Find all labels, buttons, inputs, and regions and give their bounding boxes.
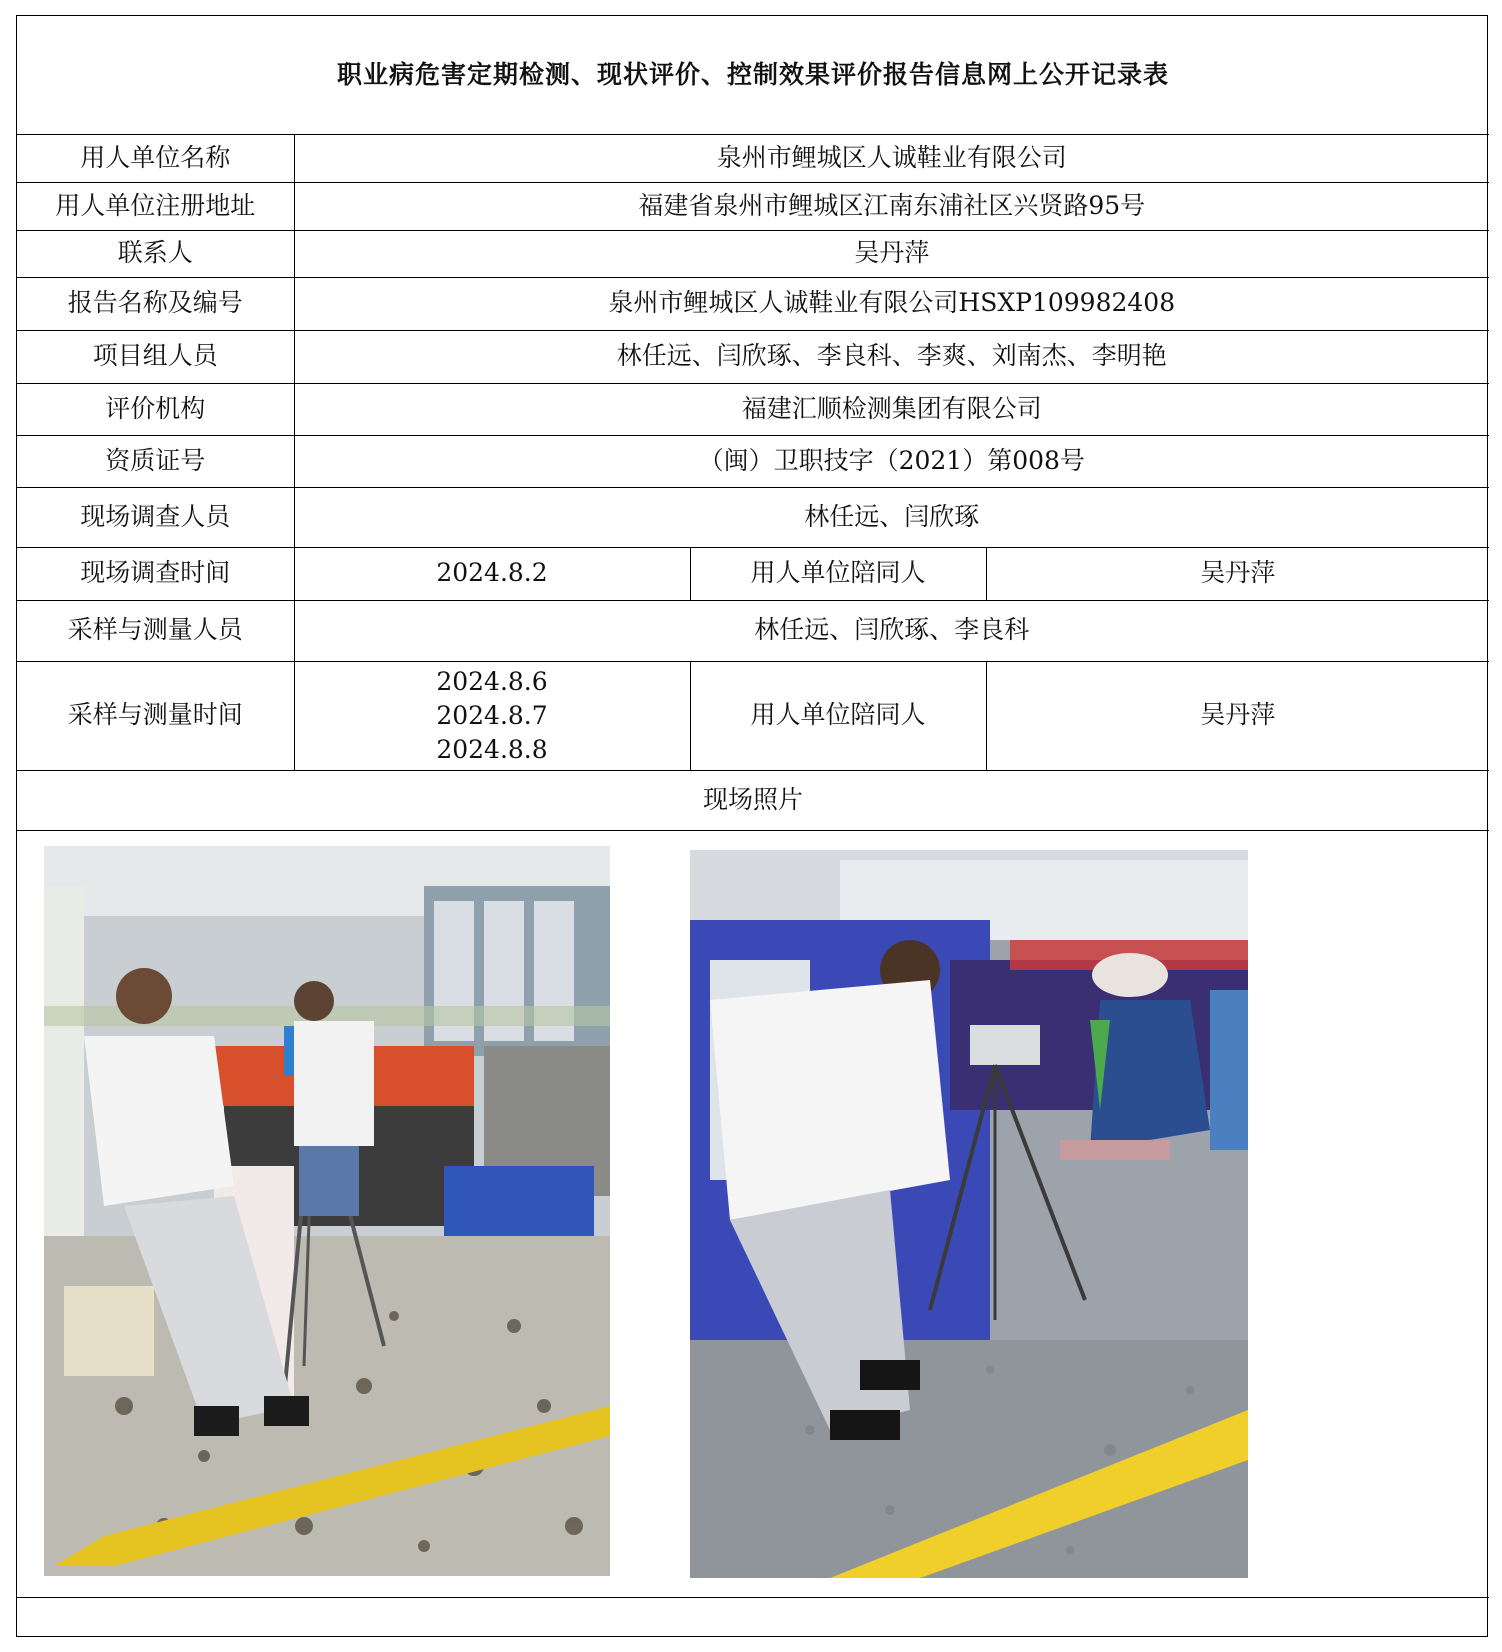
survey-escort-value: 吴丹萍: [986, 547, 1489, 600]
contact-value: 吴丹萍: [294, 230, 1489, 277]
record-sheet: [16, 15, 1488, 1637]
record-table: [17, 16, 1489, 1598]
employer-address-label: 用人单位注册地址: [17, 182, 294, 230]
sampling-time-label: 采样与测量时间: [17, 661, 294, 770]
contact-label: 联系人: [17, 230, 294, 277]
report-label: 报告名称及编号: [17, 277, 294, 330]
site-photo-2: [690, 850, 1248, 1578]
report-value: 泉州市鲤城区人诚鞋业有限公司HSXP109982408: [294, 277, 1489, 330]
survey-time-label: 现场调查时间: [17, 547, 294, 600]
survey-time-value: 2024.8.2: [294, 547, 690, 600]
sampling-time-dates: [294, 661, 690, 770]
license-value: （闽）卫职技字（2021）第008号: [294, 435, 1489, 487]
agency-label: 评价机构: [17, 383, 294, 435]
survey-staff-label: 现场调查人员: [17, 487, 294, 547]
employer-address-value: 福建省泉州市鲤城区江南东浦社区兴贤路95号: [294, 182, 1489, 230]
employer-name-label: 用人单位名称: [17, 134, 294, 182]
photos-area: [17, 830, 1489, 1597]
survey-escort-label: 用人单位陪同人: [690, 547, 986, 600]
license-label: 资质证号: [17, 435, 294, 487]
site-photo-1: [44, 846, 610, 1576]
survey-staff-value: 林任远、闫欣琢: [294, 487, 1489, 547]
sampling-escort-label: 用人单位陪同人: [690, 661, 986, 770]
sampling-date: 2024.8.7: [436, 700, 548, 730]
sampling-staff-label: 采样与测量人员: [17, 600, 294, 661]
photos-heading: 现场照片: [17, 770, 1489, 830]
team-value: 林任远、闫欣琢、李良科、李爽、刘南杰、李明艳: [294, 330, 1489, 383]
sampling-date: 2024.8.6: [436, 666, 548, 696]
sampling-staff-value: 林任远、闫欣琢、李良科: [294, 600, 1489, 661]
agency-value: 福建汇顺检测集团有限公司: [294, 383, 1489, 435]
employer-name-value: 泉州市鲤城区人诚鞋业有限公司: [294, 134, 1489, 182]
team-label: 项目组人员: [17, 330, 294, 383]
sampling-date: 2024.8.8: [436, 734, 548, 764]
page-title: 职业病危害定期检测、现状评价、控制效果评价报告信息网上公开记录表: [17, 16, 1489, 134]
sampling-escort-value: 吴丹萍: [986, 661, 1489, 770]
